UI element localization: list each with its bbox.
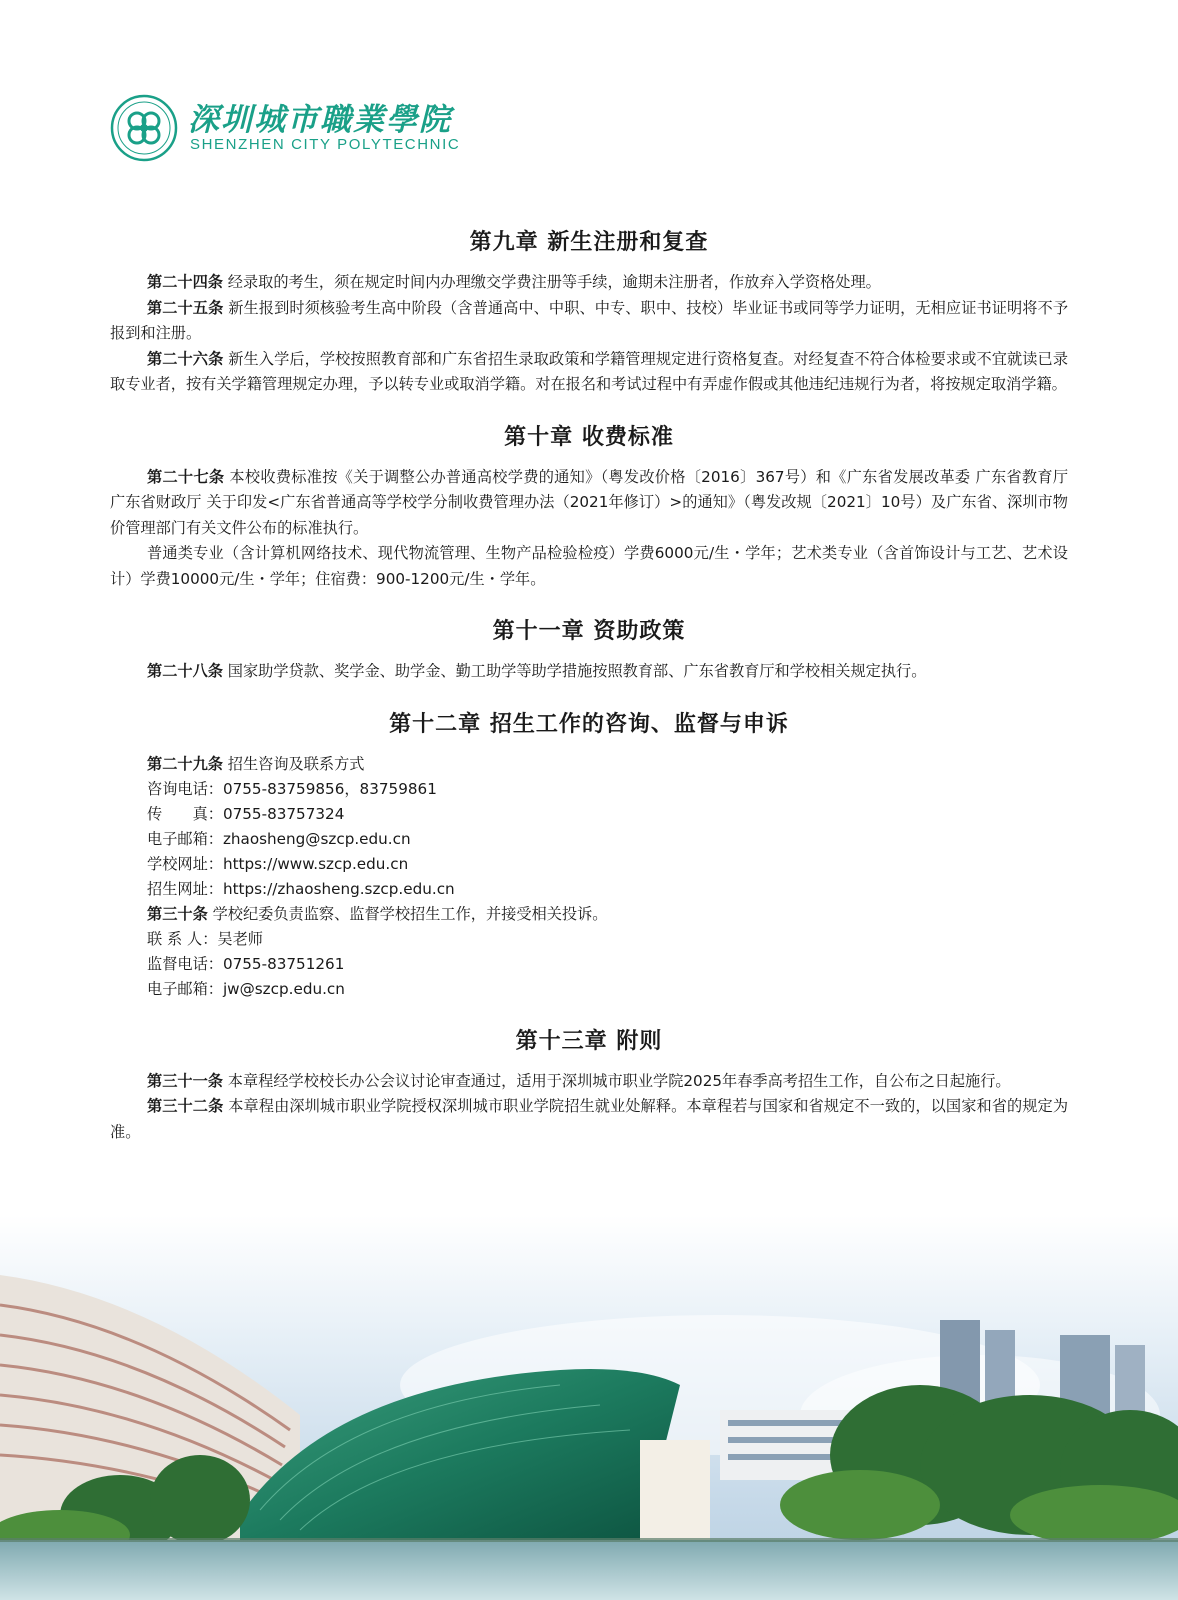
spacer: [110, 685, 1068, 707]
chapter-title: 第九章 新生注册和复查: [469, 230, 709, 255]
school-name-en: SHENZHEN CITY POLYTECHNIC: [190, 136, 461, 153]
article-text: 本章程经学校校长办公会议讨论审查通过，适用于深圳城市职业学院2025年春季高考招生工作，自公布之日起施行。: [222, 1071, 1011, 1090]
admission-email[interactable]: 电子邮箱：zhaosheng@szcp.edu.cn: [147, 829, 411, 848]
chapter-12: [110, 707, 1068, 1002]
chapter-title: 第十三章 附则: [515, 1028, 663, 1054]
chapter-title: 第十二章 招生工作的咨询、监督与申诉: [389, 711, 789, 737]
chapter-11: [110, 614, 1068, 685]
article-label: 第二十八条: [147, 662, 223, 680]
document-body: [110, 225, 1068, 1145]
header: [110, 92, 530, 164]
chapter-9: [110, 225, 1068, 398]
article-27: [110, 465, 1068, 542]
admission-website-link[interactable]: 招生网址：https://zhaosheng.szcp.edu.cn: [147, 879, 455, 898]
spacer: [110, 592, 1068, 614]
article-29: [110, 752, 1068, 777]
school-emblem-icon: [110, 94, 178, 162]
article-text: 学校纪委负责监察、监督学校招生工作，并接受相关投诉。: [207, 904, 608, 923]
article-label: 第三十一条: [147, 1071, 223, 1090]
spacer: [110, 398, 1068, 420]
article-label: 第二十七条: [147, 467, 225, 486]
chapter-10: [110, 420, 1068, 593]
supervise-email[interactable]: 电子邮箱：jw@szcp.edu.cn: [147, 979, 345, 998]
supervise-phone: 监督电话：0755-83751261: [147, 954, 345, 973]
fax-number: 传 真：0755-83757324: [147, 804, 345, 823]
chapter-13: [110, 1024, 1068, 1146]
article-label: 第二十四条: [147, 273, 223, 291]
article-28: [110, 659, 1068, 685]
article-label: 第二十五条: [147, 298, 224, 317]
article-30: [110, 902, 1068, 927]
spacer: [110, 1002, 1068, 1024]
chapter-title: 第十一章 资助政策: [492, 619, 686, 644]
contact-person: 联 系 人：吴老师: [147, 929, 263, 948]
article-text: 新生报到时须核验考生高中阶段（含普通高中、中职、中专、职中、技校）毕业证书或同等学力证明，无相应证书证明将不予报到和注册。: [110, 298, 1069, 342]
article-text: 国家助学贷款、奖学金、助学金、勤工助学等助学措施按照教育部、广东省教育厅和学校相关规定执行。: [222, 662, 927, 680]
article-label: 第二十九条: [147, 754, 223, 773]
article-label: 第二十六条: [147, 349, 224, 368]
article-24: [110, 270, 1068, 296]
article-text: 新生入学后，学校按照教育部和广东省招生录取政策和学籍管理规定进行资格复查。对经复查不符合体检要求或不宜就读已录取专业者，按有关学籍管理规定办理，予以转专业或取消学籍。对在报名和考试过程中有弄虚作假或其他违纪违规行为者，将按规定取消学籍。: [110, 349, 1069, 393]
school-name-cn: 深圳城市職業學院: [188, 102, 452, 138]
article-label: 第三十条: [147, 904, 208, 923]
fee-standard: 普通类专业（含计算机网络技术、现代物流管理、生物产品检验检疫）学费6000元/生・学年；艺术类专业（含首饰设计与工艺、艺术设计）学费10000元/生・学年；住宿费：900-1200元/生・学年。: [110, 544, 1068, 588]
campus-photo: [0, 1215, 1178, 1600]
chapter-title: 第十章 收费标准: [504, 424, 674, 450]
article-32: [110, 1094, 1068, 1145]
article-text: 招生咨询及联系方式: [222, 754, 365, 773]
article-text: 经录取的考生，须在规定时间内办理缴交学费注册等手续，逾期未注册者，作放弃入学资格处理。: [222, 273, 881, 291]
consult-phone: 咨询电话：0755-83759856，83759861: [147, 779, 437, 798]
article-text: 本章程由深圳城市职业学院授权深圳城市职业学院招生就业处解释。本章程若与国家和省规定不一致的，以国家和省的规定为准。: [110, 1097, 1069, 1141]
school-website-link[interactable]: 学校网址：https://www.szcp.edu.cn: [147, 854, 409, 873]
article-25: [110, 296, 1068, 347]
article-26: [110, 347, 1068, 398]
article-31: [110, 1069, 1068, 1095]
article-text: 本校收费标准按《关于调整公办普通高校学费的通知》（粤发改价格〔2016〕367号）和《广东省发展改革委 广东省教育厅 广东省财政厅 关于印发<广东省普通高等学校学分制收费管理办法（2021年修订）>的通知》（粤发改规〔2021〕10号）及广东省、深圳市物价管理部门有关文件公布的标准执行。: [110, 467, 1069, 537]
article-label: 第三十二条: [147, 1097, 224, 1115]
